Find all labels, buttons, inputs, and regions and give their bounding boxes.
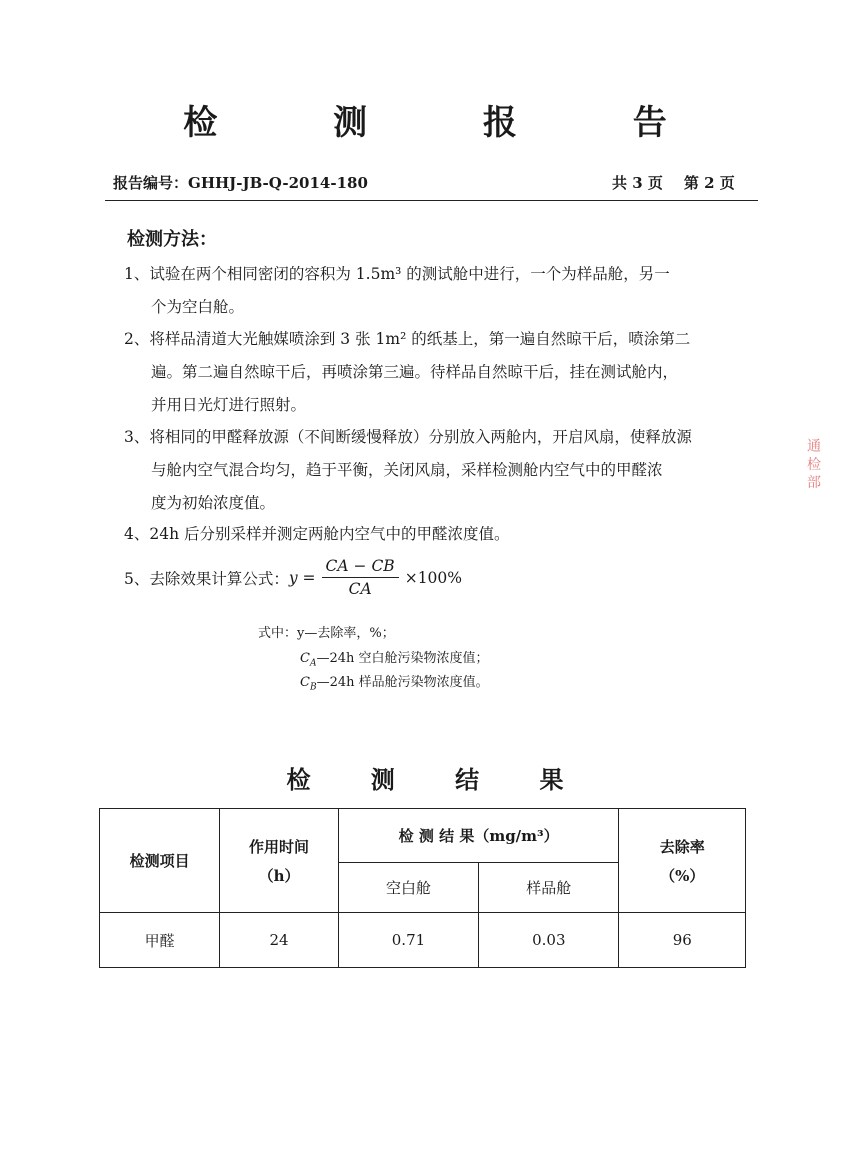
col-blank-header: 空白舱 xyxy=(338,863,478,913)
col-sample-header: 样品舱 xyxy=(479,863,619,913)
note-cb: $C_B—24h$ 样品舱污染物浓度值。 xyxy=(300,675,489,693)
formula-tail: ×100% xyxy=(404,568,463,587)
cell-rate: 96 xyxy=(619,913,746,968)
results-table xyxy=(99,808,746,968)
pages-total-label: 共 xyxy=(612,174,628,192)
method-item-3-line3: 度为初始浓度值。 xyxy=(151,494,276,512)
formula-y: y = xyxy=(288,568,316,587)
page-title: 检 测 报 告 xyxy=(183,103,719,143)
formula-numerator: CA − CB xyxy=(322,557,399,578)
cell-time: 24 xyxy=(220,913,338,968)
cell-item: 甲醛 xyxy=(100,913,220,968)
note-lead-text: 式中： xyxy=(258,626,298,641)
method-item-2-line3: 并用日光灯进行照射。 xyxy=(151,396,307,414)
report-number xyxy=(113,172,368,193)
method-item-1-line1: 1、试验在两个相同密闭的容积为 1.5m³ 的测试舱中进行，一个为样品舱，另一 xyxy=(124,265,670,283)
page-current: 2 xyxy=(704,174,715,192)
pages-total: 3 xyxy=(632,174,643,192)
formula-denominator: CA xyxy=(348,580,372,598)
note-ca-text: —24h 空白舱污染物浓度值； xyxy=(316,651,489,666)
method-heading: 检测方法： xyxy=(127,229,217,250)
method-item-2 xyxy=(124,323,690,422)
note-y: y—去除率，%； xyxy=(297,626,395,641)
note-ca: $C_A—24h$ 空白舱污染物浓度值； xyxy=(300,651,489,669)
table-row xyxy=(100,913,746,968)
pages-unit: 页 xyxy=(647,174,663,192)
method-item-4-line1: 4、24h 后分别采样并测定两舱内空气中的甲醛浓度值。 xyxy=(124,525,510,543)
col-rate-unit: （%） xyxy=(660,866,705,885)
col-time-unit: （h） xyxy=(258,866,300,885)
header-rule xyxy=(105,200,758,201)
report-number-value: GHHJ-JB-Q-2014-180 xyxy=(188,174,368,192)
method-item-2-line1: 2、将样品清道大光触媒喷涂到 3 张 1m² 的纸基上，第一遍自然晾干后，喷涂第二 xyxy=(124,330,691,348)
method-item-3-line1: 3、将相同的甲醛释放源（不间断缓慢释放）分别放入两舱内，开启风扇，使释放源 xyxy=(124,428,692,446)
col-item-header: 检测项目 xyxy=(100,809,220,913)
method-item-2-line2: 遍。第二遍自然晾干后，再喷涂第三遍。待样品自然晾干后，挂在测试舱内， xyxy=(151,363,679,381)
method-item-1-line2: 个为空白舱。 xyxy=(151,298,245,316)
col-time-header xyxy=(220,809,338,913)
stamp-text: 通 检 部 xyxy=(805,438,821,489)
col-rate-label: 去除率 xyxy=(659,837,705,856)
red-stamp-seal xyxy=(803,438,833,588)
report-number-label: 报告编号： xyxy=(113,174,189,192)
col-rate-header xyxy=(619,809,746,913)
page-count xyxy=(612,172,735,193)
formula-label: 5、去除效果计算公式： xyxy=(124,569,289,588)
col-time-label: 作用时间 xyxy=(249,837,310,856)
col-result-header: 检 测 结 果（mg/m³） xyxy=(338,809,619,863)
cell-blank: 0.71 xyxy=(338,913,478,968)
method-item-1 xyxy=(124,258,670,324)
page-current-label: 第 xyxy=(683,174,699,192)
page-unit: 页 xyxy=(719,174,735,192)
cell-sample: 0.03 xyxy=(479,913,619,968)
note-lead xyxy=(258,622,395,641)
method-item-3-line2: 与舱内空气混合均匀，趋于平衡，关闭风扇，采样检测舱内空气中的甲醛浓 xyxy=(151,461,663,479)
formula xyxy=(124,557,462,598)
formula-fraction xyxy=(322,557,399,598)
results-title: 检 测 结 果 xyxy=(286,765,590,794)
method-item-3 xyxy=(124,421,692,520)
method-item-4 xyxy=(124,518,510,551)
note-cb-text: —24h 样品舱污染物浓度值。 xyxy=(316,675,489,690)
